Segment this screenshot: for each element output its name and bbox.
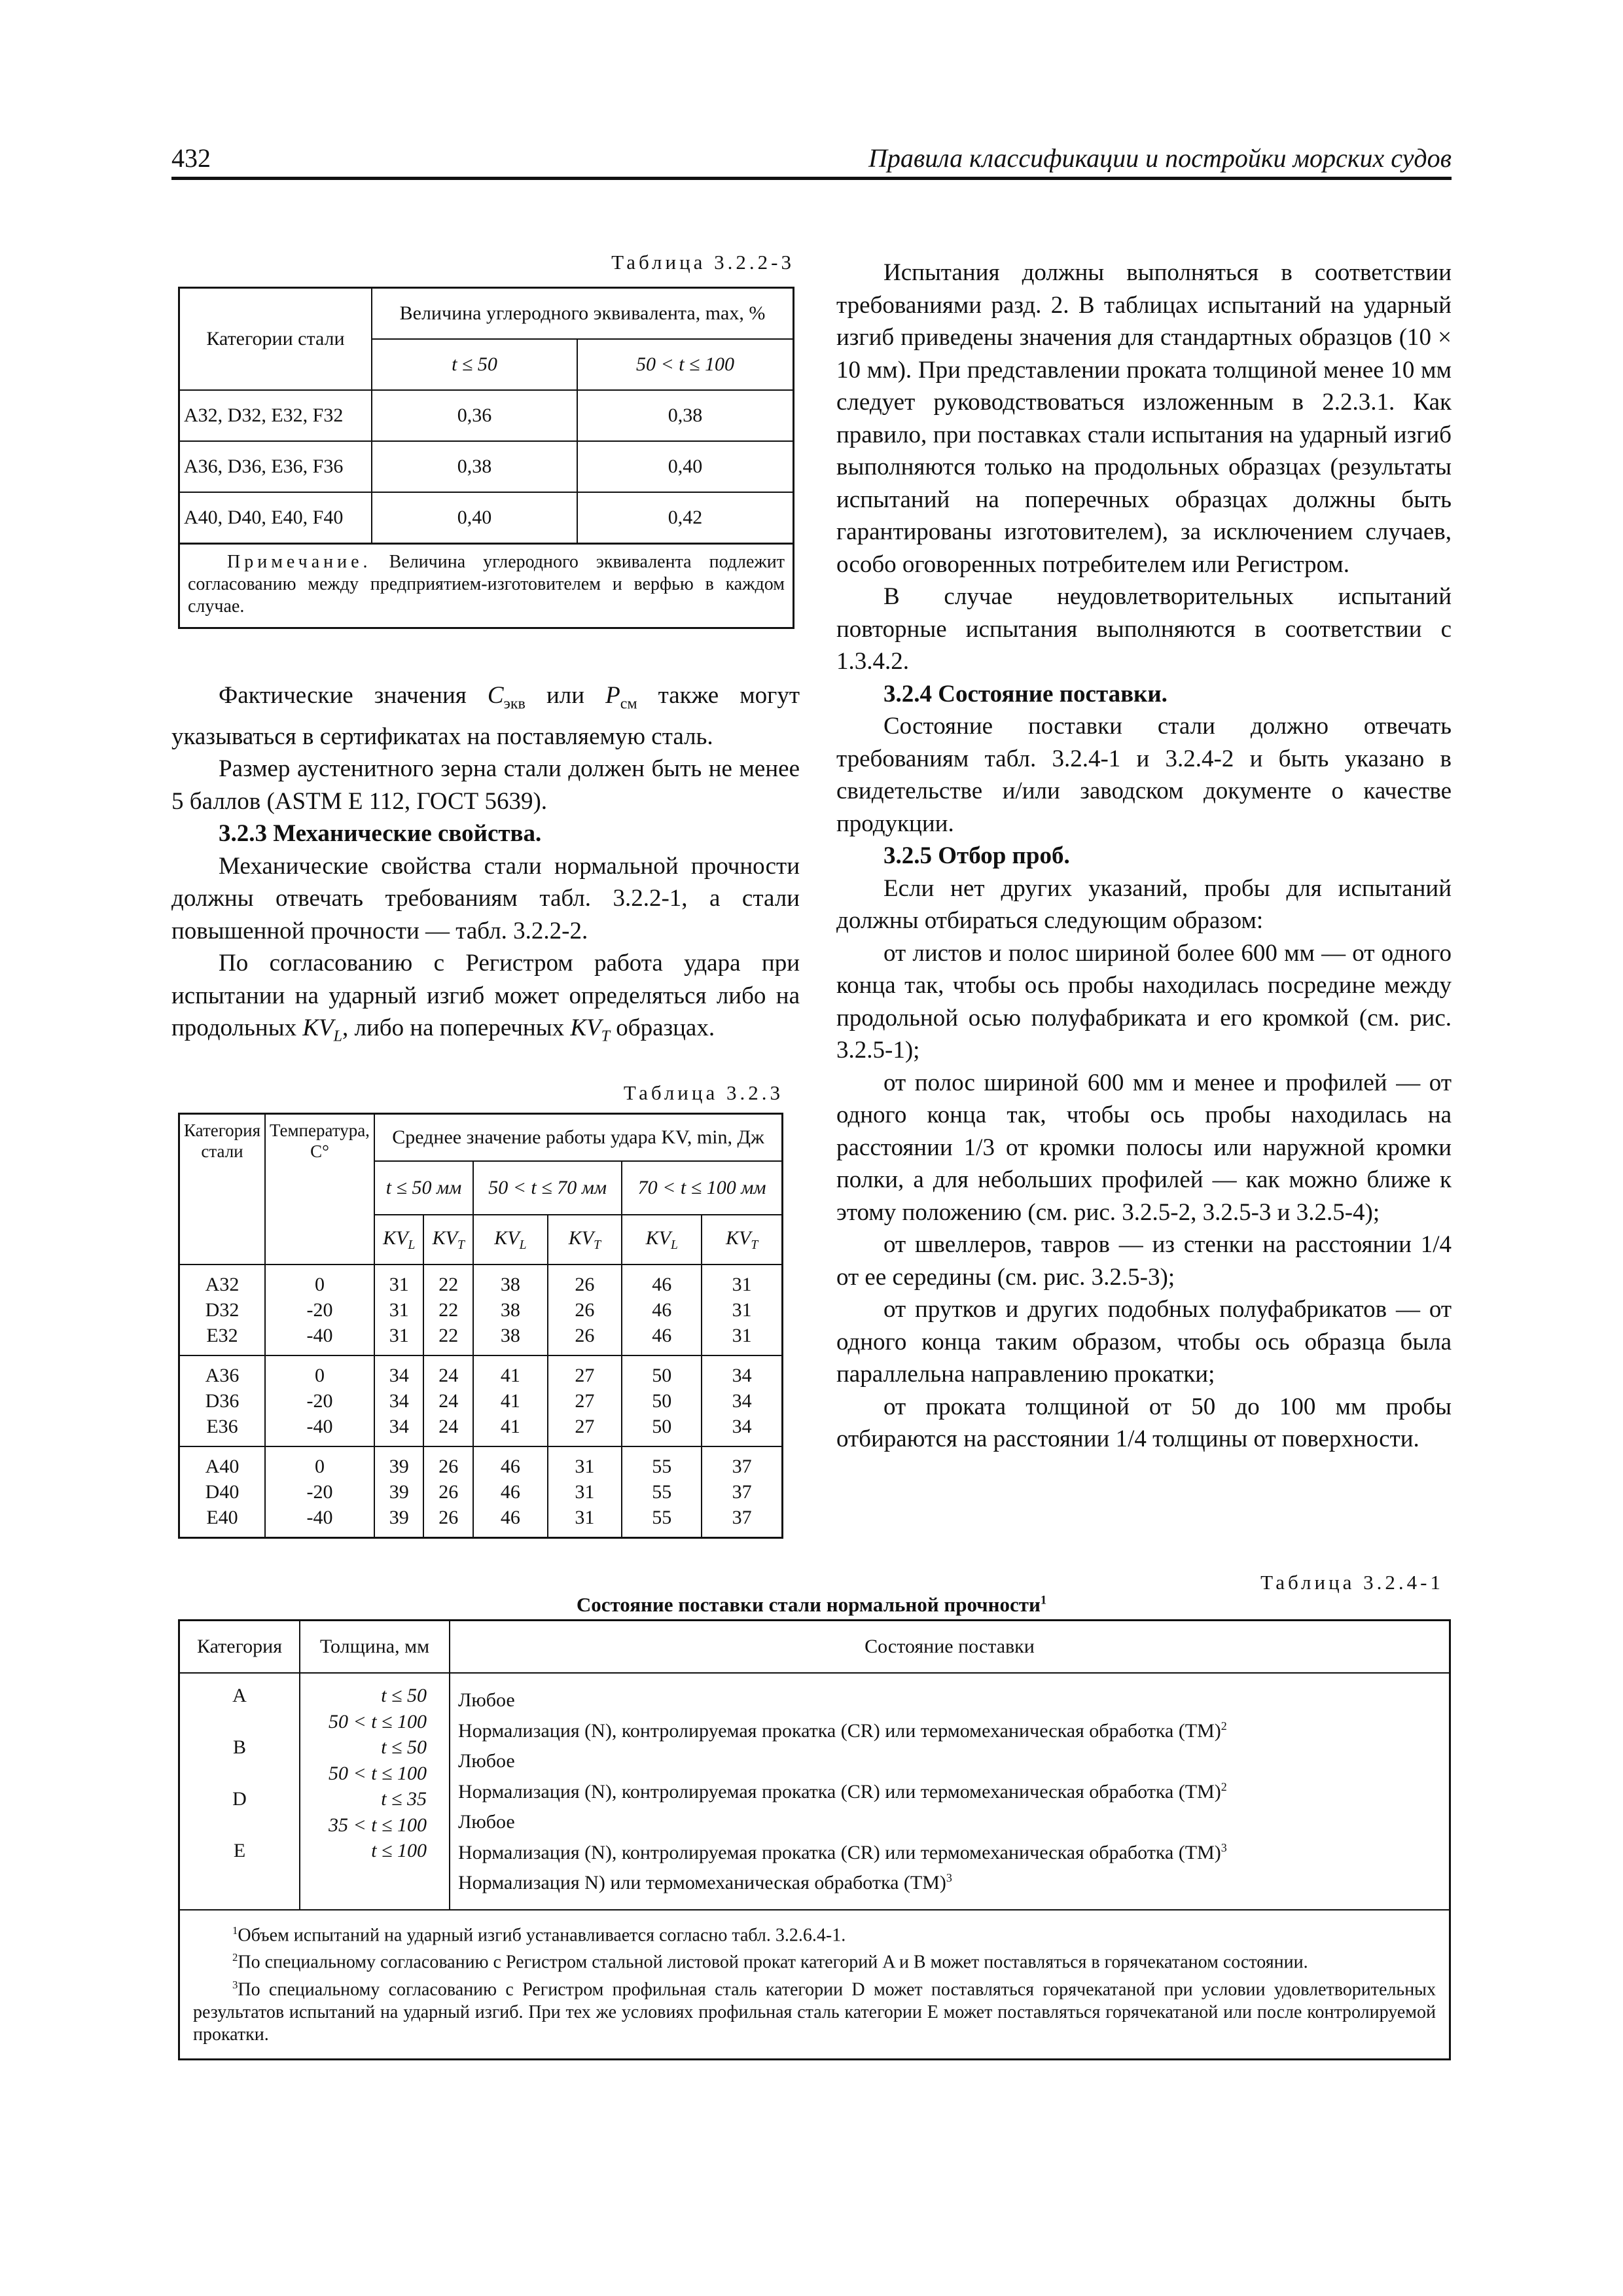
cell-text: 31 — [732, 1299, 752, 1321]
col-header-category: Категория стали — [179, 1114, 266, 1265]
cell-text: 22 — [438, 1325, 459, 1346]
text-span: По согласованию с Регистром работа удара при испытании на ударный изгиб может определяться либо на продольных — [171, 950, 800, 1042]
cell-text — [458, 1744, 1445, 1774]
subscript: L — [670, 1238, 678, 1252]
cell-text: t ≤ 50 — [381, 1736, 427, 1758]
sub-header-t-le-50: t ≤ 50 — [372, 339, 577, 390]
symbol-kv: KV — [302, 1014, 334, 1042]
cell-text: -40 — [306, 1507, 333, 1528]
state-list — [450, 1673, 1450, 1910]
state-text: Любое — [458, 1750, 515, 1772]
footnote-text: По специальному согласованию с Регистром профильная сталь категории D может поставляться горячекатаной при условии удовлетворительных результатов испытаний на ударный изгиб. При тех же условиях профильная сталь категории E может поставляться горячекатаной или после контролируемой прокатки. — [193, 1979, 1436, 2045]
cell-text: 55 — [652, 1507, 672, 1528]
paragraph-sampling-channels: от швеллеров, тавров — из стенки на расстоянии 1/4 от ее середины (см. рис. 3.2.5-3); — [836, 1231, 1452, 1291]
table-row — [179, 390, 794, 441]
cell-text: 34 — [732, 1390, 752, 1412]
value-list — [702, 1446, 782, 1538]
cell-text: 26 — [575, 1299, 595, 1321]
symbol-p: P — [605, 682, 620, 709]
cell-text: 0 — [314, 1274, 325, 1295]
footnote-mark: 2 — [232, 1951, 238, 1964]
row-category: A36, D36, E36, F36 — [179, 441, 372, 492]
value-list — [473, 1355, 548, 1446]
paragraph-sampling-strips: от полос шириной 600 мм и менее и профилей — от одного конца так, чтобы ось пробы находилась на расстоянии 1/3 от кромки полосы или наружной кромки полки, а для небольших профилей — как можно ближе к этому положению (см. рис. 3.2.5-2, 3.2.5-3 и 3.2.5-4); — [836, 1069, 1452, 1226]
table-row-group — [179, 1355, 783, 1446]
cell-text: 34 — [732, 1416, 752, 1437]
footnote-text: Объем испытаний на ударный изгиб устанавливается согласно табл. 3.2.6.4-1. — [238, 1924, 846, 1945]
cell-text: 55 — [652, 1456, 672, 1477]
cell-text — [458, 1683, 1445, 1713]
col-header-carbon-equivalent: Величина углеродного эквивалента, max, % — [372, 288, 794, 340]
cell-text — [184, 1709, 295, 1735]
section-heading-3-2-5: 3.2.5 Отбор проб. — [883, 842, 1070, 869]
cell-text: 27 — [575, 1365, 595, 1386]
cell-text — [458, 1774, 1445, 1805]
cell-text: 31 — [732, 1274, 752, 1295]
table-note — [179, 544, 794, 628]
cell-value: 0,40 — [372, 492, 577, 544]
cell-text: 27 — [575, 1390, 595, 1412]
cell-text: 26 — [438, 1456, 459, 1477]
cell-text: 24 — [438, 1365, 459, 1386]
cell-text — [458, 1713, 1445, 1744]
cell-text: 46 — [652, 1299, 672, 1321]
right-column-text — [836, 257, 1452, 1456]
table-footnotes — [179, 1910, 1450, 2060]
temperature-list — [265, 1355, 374, 1446]
cell-text: 39 — [389, 1507, 409, 1528]
subscript: T — [457, 1238, 465, 1252]
cell-text: t ≤ 35 — [381, 1788, 427, 1810]
cell-text: 41 — [500, 1365, 520, 1386]
symbol-c: C — [487, 682, 504, 709]
cell-text: 39 — [389, 1481, 409, 1503]
value-list — [702, 1355, 782, 1446]
cell-text: A32 — [205, 1274, 240, 1295]
cell-text: -20 — [306, 1299, 333, 1321]
footnote — [193, 1920, 1436, 1947]
cell-text: 38 — [500, 1299, 520, 1321]
cell-text: 31 — [575, 1507, 595, 1528]
table-row-group — [179, 1446, 783, 1538]
value-list — [374, 1265, 424, 1355]
cell-value: 0,40 — [577, 441, 794, 492]
cell-text: 26 — [438, 1481, 459, 1503]
cell-text: 31 — [389, 1299, 409, 1321]
table-title — [171, 1593, 1452, 1617]
cell-text: 24 — [438, 1390, 459, 1412]
cell-text: 41 — [500, 1416, 520, 1437]
cell-text: -40 — [306, 1325, 333, 1346]
temperature-list — [265, 1446, 374, 1538]
cell-text: 0 — [314, 1456, 325, 1477]
cell-text: 34 — [732, 1365, 752, 1386]
value-list — [374, 1355, 424, 1446]
paragraph-retests: В случае неудовлетворительных испытаний повторные испытания выполняются в соответствии с 1.3.4.2. — [836, 583, 1452, 675]
cell-text — [458, 1835, 1445, 1866]
cell-text: t ≤ 100 — [371, 1840, 427, 1861]
footnote-mark: 3 — [946, 1871, 952, 1884]
category-list — [179, 1265, 266, 1355]
left-column-text — [171, 679, 800, 1053]
cell-text: 26 — [575, 1325, 595, 1346]
kv-header — [374, 1215, 424, 1265]
table-row-group — [179, 1265, 783, 1355]
table-caption-3-2-2-3: Таблица 3.2.2-3 — [611, 251, 794, 274]
kv-symbol: KV — [568, 1227, 594, 1249]
cell-text: 46 — [652, 1325, 672, 1346]
cell-text: A — [232, 1685, 247, 1706]
cell-text: 22 — [438, 1299, 459, 1321]
cell-text: 46 — [500, 1456, 520, 1477]
cell-text: 34 — [389, 1365, 409, 1386]
kv-header — [622, 1215, 702, 1265]
running-title: Правила классификации и постройки морских судов — [868, 143, 1452, 173]
cell-text: 34 — [389, 1390, 409, 1412]
header-rule — [171, 177, 1452, 180]
row-category: A40, D40, E40, F40 — [179, 492, 372, 544]
footnote-mark: 1 — [232, 1924, 238, 1937]
cell-text: 37 — [732, 1507, 752, 1528]
kv-symbol: KV — [726, 1227, 751, 1249]
cell-text: 50 — [652, 1390, 672, 1412]
cell-text: D — [232, 1788, 247, 1810]
value-list — [374, 1446, 424, 1538]
thickness-list — [300, 1673, 450, 1910]
footnote-mark: 2 — [1221, 1780, 1227, 1793]
footnote-mark: 1 — [1040, 1593, 1047, 1607]
category-list — [179, 1355, 266, 1446]
paragraph-sampling-plates: от листов и полос шириной более 600 мм — от одного конца так, чтобы ось пробы находилась посредине между продольной осью полуфабриката и его кромкой (см. рис. 3.2.5-1); — [836, 939, 1452, 1064]
cell-text: 26 — [438, 1507, 459, 1528]
cell-text: 24 — [438, 1416, 459, 1437]
cell-text: 31 — [389, 1274, 409, 1295]
footnote-text: По специальному согласованию с Регистром стальной листовой прокат категорий A и B может поставляться в горячекатаном состоянии. — [238, 1952, 1308, 1973]
kv-symbol: KV — [432, 1227, 457, 1249]
range-header: 50 < t ≤ 70 мм — [473, 1161, 622, 1215]
cell-text — [458, 1865, 1445, 1896]
cell-text: 46 — [652, 1274, 672, 1295]
value-list — [622, 1355, 702, 1446]
value-list — [423, 1265, 473, 1355]
cell-text: B — [232, 1736, 246, 1758]
cell-text: -20 — [306, 1390, 333, 1412]
cell-text: t ≤ 50 — [381, 1685, 427, 1706]
subscript: T — [751, 1238, 758, 1252]
footnote-mark: 3 — [232, 1979, 238, 1992]
col-header-mean-impact: Среднее значение работы удара KV, min, Дж — [374, 1114, 783, 1162]
state-text: Любое — [458, 1811, 515, 1833]
subscript: см — [620, 695, 637, 713]
cell-text: 31 — [575, 1456, 595, 1477]
footnote-mark: 3 — [1221, 1840, 1227, 1854]
cell-text: 34 — [389, 1416, 409, 1437]
col-header-temperature: Температура, C° — [265, 1114, 374, 1265]
subscript: L — [519, 1238, 527, 1252]
kv-header — [702, 1215, 782, 1265]
kv-symbol: KV — [494, 1227, 520, 1249]
kv-symbol: KV — [383, 1227, 408, 1249]
cell-value: 0,36 — [372, 390, 577, 441]
cell-value: 0,38 — [372, 441, 577, 492]
paragraph-grain-size: Размер аустенитного зерна стали должен быть не менее 5 баллов (ASTM E 112, ГОСТ 5639). — [171, 755, 800, 815]
table-title-text: Состояние поставки стали нормальной прочности — [576, 1593, 1041, 1616]
cell-text: 46 — [500, 1481, 520, 1503]
cell-text: 31 — [732, 1325, 752, 1346]
value-list — [423, 1446, 473, 1538]
cell-text — [458, 1804, 1445, 1835]
symbol-kv: KV — [570, 1014, 601, 1042]
cell-text: E32 — [206, 1325, 238, 1346]
cell-text: A36 — [205, 1365, 240, 1386]
paragraph-impact — [171, 947, 800, 1053]
cell-text: -40 — [306, 1416, 333, 1437]
cell-text: 26 — [575, 1274, 595, 1295]
cell-text — [184, 1761, 295, 1787]
cell-text: 37 — [732, 1481, 752, 1503]
paragraph-sampling-bars: от прутков и других подобных полуфабрикатов — от одного конца таким образом, чтобы ось образца была параллельна направлению прокатки; — [836, 1296, 1452, 1388]
state-text: Любое — [458, 1689, 515, 1711]
subscript: T — [594, 1238, 601, 1252]
kv-header — [423, 1215, 473, 1265]
table-caption-3-2-3: Таблица 3.2.3 — [623, 1081, 783, 1104]
value-list — [548, 1446, 622, 1538]
value-list — [423, 1355, 473, 1446]
kv-symbol: KV — [645, 1227, 671, 1249]
cell-text: A40 — [205, 1456, 240, 1477]
cell-text: E — [233, 1840, 246, 1861]
cell-text: 31 — [389, 1325, 409, 1346]
cell-text: E40 — [206, 1507, 238, 1528]
cell-text: D32 — [205, 1299, 240, 1321]
sub-header-50-t-100: 50 < t ≤ 100 — [577, 339, 794, 390]
col-header-category: Категория — [179, 1621, 300, 1674]
subscript: экв — [503, 695, 526, 713]
cell-text: -20 — [306, 1481, 333, 1503]
row-category: A32, D32, E32, F32 — [179, 390, 372, 441]
table-caption-3-2-4-1: Таблица 3.2.4-1 — [1260, 1571, 1444, 1594]
text-span: также могут указываться в сертификатах на поставляемую сталь. — [171, 682, 800, 750]
cell-text: 37 — [732, 1456, 752, 1477]
state-text: Нормализация N) или термомеханическая обработка (TM) — [458, 1872, 946, 1893]
page-number: 432 — [171, 143, 211, 173]
note-text: Величина углеродного эквивалента подлежит согласованию между предприятием-изготовителем и верфью в каждом случае. — [188, 552, 785, 617]
cell-text: 50 — [652, 1416, 672, 1437]
range-header: t ≤ 50 мм — [374, 1161, 473, 1215]
subscript: L — [408, 1238, 416, 1252]
cell-text: 39 — [389, 1456, 409, 1477]
note-label: Примечание. — [227, 552, 372, 572]
cell-text: 27 — [575, 1416, 595, 1437]
cell-text: 22 — [438, 1274, 459, 1295]
kv-header — [548, 1215, 622, 1265]
state-text: Нормализация (N), контролируемая прокатка (CR) или термомеханическая обработка (TM) — [458, 1780, 1221, 1803]
col-header-category: Категории стали — [179, 288, 372, 391]
subscript: L — [333, 1028, 342, 1045]
subscript: T — [601, 1028, 610, 1045]
cell-text: 46 — [500, 1507, 520, 1528]
state-text: Нормализация (N), контролируемая прокатка (CR) или термомеханическая обработка (TM) — [458, 1841, 1221, 1863]
value-list — [702, 1265, 782, 1355]
paragraph-mechanical: Механические свойства стали нормальной прочности должны отвечать требованиям табл. 3.2.2-1, а стали повышенной прочности — табл. 3.2.2-2. — [171, 852, 800, 944]
paragraph-delivery: Состояние поставки стали должно отвечать требованиям табл. 3.2.4-1 и 3.2.4-2 и быть указано в свидетельстве и/или заводском документе о качестве продукции. — [836, 713, 1452, 837]
table-3-2-2-3 — [178, 287, 794, 629]
section-heading-3-2-3: 3.2.3 Механические свойства. — [219, 820, 542, 848]
cell-text: 31 — [575, 1481, 595, 1503]
cell-text — [184, 1812, 295, 1839]
table-row — [179, 441, 794, 492]
table-3-2-3 — [178, 1113, 783, 1539]
state-text: Нормализация (N), контролируемая прокатка (CR) или термомеханическая обработка (TM) — [458, 1719, 1221, 1742]
cell-text: 55 — [652, 1481, 672, 1503]
value-list — [473, 1446, 548, 1538]
cell-text: 0 — [314, 1365, 325, 1386]
range-header: 70 < t ≤ 100 мм — [622, 1161, 782, 1215]
cell-value: 0,42 — [577, 492, 794, 544]
paragraph-actual-values — [171, 679, 800, 753]
category-list — [179, 1673, 300, 1910]
cell-text: 50 < t ≤ 100 — [328, 1710, 427, 1732]
cell-text: 50 < t ≤ 100 — [328, 1762, 427, 1784]
col-header-thickness: Толщина, мм — [300, 1621, 450, 1674]
kv-header — [473, 1215, 548, 1265]
text-span: или — [525, 682, 606, 709]
paragraph-tests: Испытания должны выполняться в соответствии требованиями разд. 2. В таблицах испытаний на ударный изгиб приведены значения для стандартных образцов (10 × 10 мм). При представлении проката толщиной менее 10 мм следует руководствоваться изложенным в 2.2.3.1. Как правило, при поставках стали испытания на ударный изгиб выполняются только на продольных образцах (результаты испытаний на поперечных образцах должны быть гарантированы изготовителем), за исключением случаев, особо оговоренных потребителем или Регистром. — [836, 259, 1452, 578]
value-list — [473, 1265, 548, 1355]
cell-text: 38 — [500, 1325, 520, 1346]
value-list — [622, 1446, 702, 1538]
table-3-2-4-1 — [178, 1619, 1451, 2060]
cell-text: 41 — [500, 1390, 520, 1412]
value-list — [622, 1265, 702, 1355]
temperature-list — [265, 1265, 374, 1355]
cell-text: 35 < t ≤ 100 — [328, 1814, 427, 1836]
cell-text: D36 — [205, 1390, 240, 1412]
section-heading-3-2-4: 3.2.4 Состояние поставки. — [883, 680, 1168, 708]
text-span: , либо на поперечных — [342, 1014, 571, 1042]
cell-text: 38 — [500, 1274, 520, 1295]
category-list — [179, 1446, 266, 1538]
cell-value: 0,38 — [577, 390, 794, 441]
cell-text: E36 — [206, 1416, 238, 1437]
text-span: образцах. — [610, 1014, 715, 1042]
cell-text: D40 — [205, 1481, 240, 1503]
value-list — [548, 1355, 622, 1446]
value-list — [548, 1265, 622, 1355]
footnote — [193, 1974, 1436, 2047]
footnote-mark: 2 — [1221, 1719, 1227, 1732]
paragraph-sampling-intro: Если нет других указаний, пробы для испытаний должны отбираться следующим образом: — [836, 874, 1452, 934]
cell-text: 50 — [652, 1365, 672, 1386]
text-span: Фактические значения — [219, 682, 488, 709]
col-header-state: Состояние поставки — [450, 1621, 1450, 1674]
table-row — [179, 492, 794, 544]
footnote — [193, 1946, 1436, 1974]
paragraph-sampling-thick: от проката толщиной от 50 до 100 мм пробы отбираются на расстоянии 1/4 толщины от поверхности. — [836, 1393, 1452, 1452]
